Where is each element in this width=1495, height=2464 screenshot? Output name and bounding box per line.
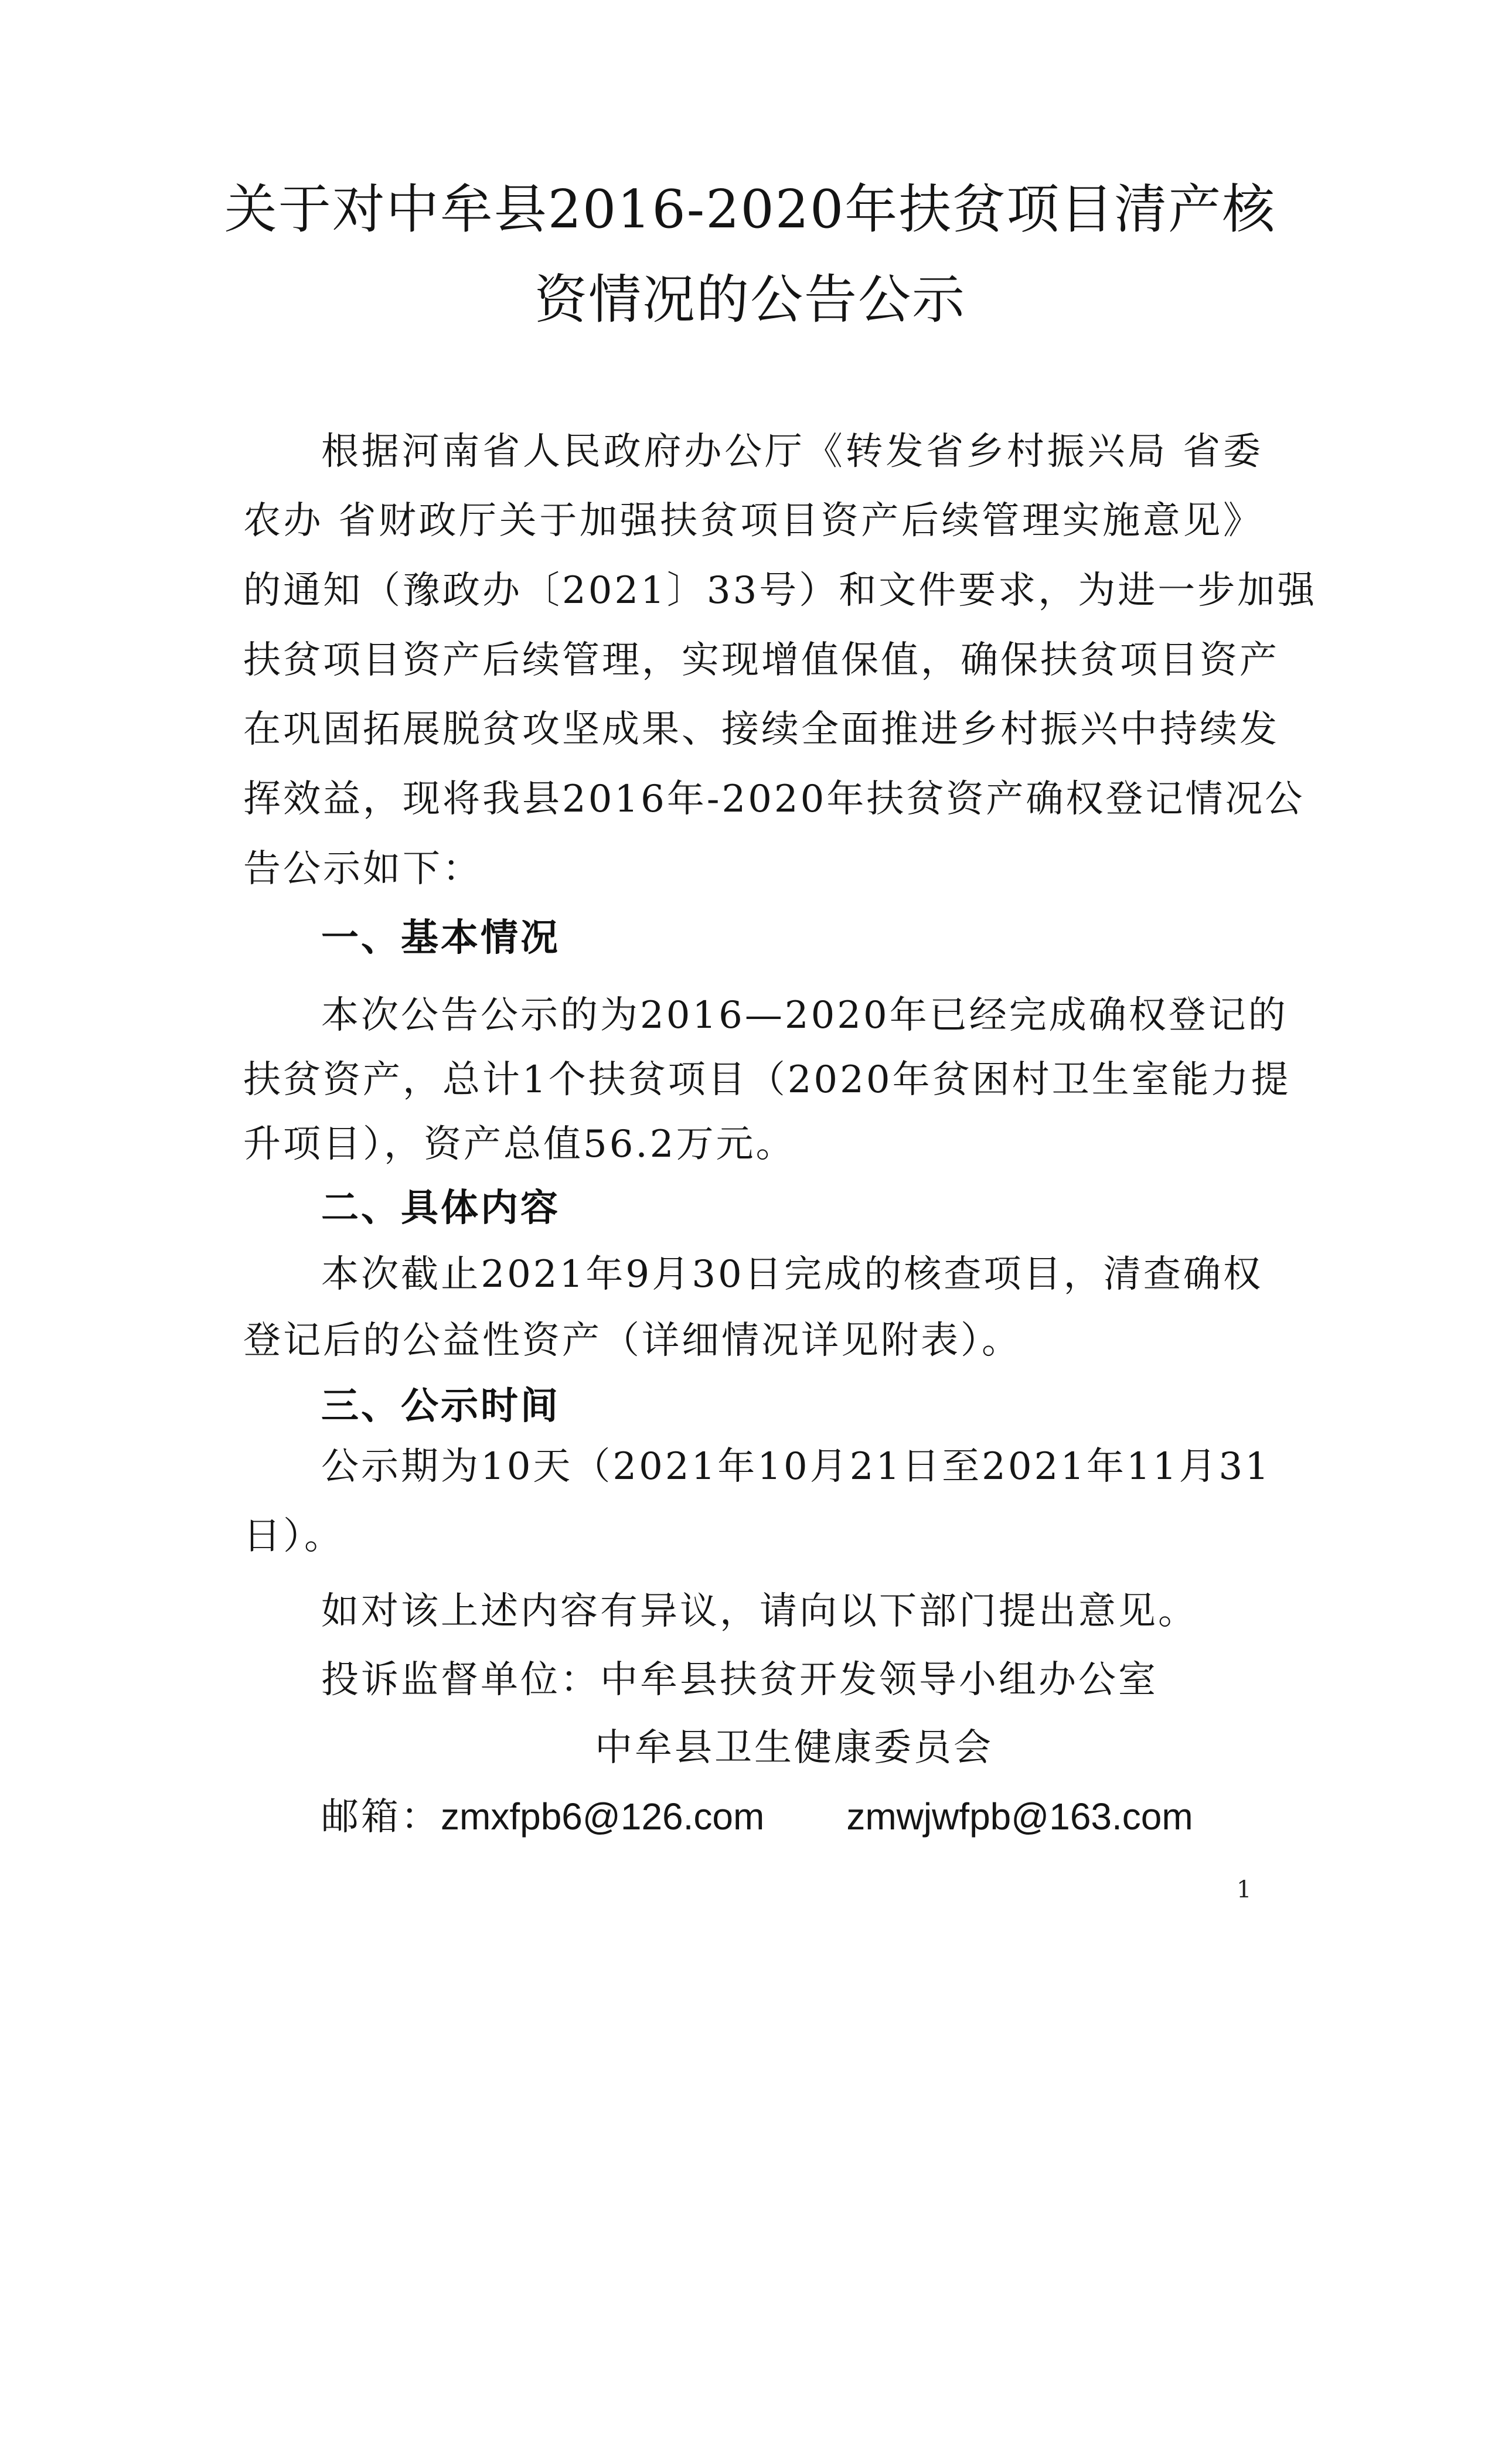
document-title-line-2: 资情况的公告公示	[534, 269, 966, 330]
section-line: 扶贫资产，总计1个扶贫项目（2020年贫困村卫生室能力提	[243, 1058, 1291, 1102]
email-address-1[interactable]: zmxfpb6@126.com	[441, 1795, 765, 1838]
intro-line: 告公示如下：	[243, 847, 482, 891]
section-line: 升项目），资产总值56.2万元。	[243, 1123, 796, 1166]
supervision-line	[321, 1654, 1263, 1706]
section-line: 日）。	[243, 1515, 344, 1558]
intro-line: 挥效益，现将我县2016年-2020年扶贫资产确权登记情况公	[243, 778, 1305, 821]
supervision-label: 投诉监督单位：	[321, 1658, 600, 1702]
intro-line: 的通知（豫政办〔2021〕33号）和文件要求，为进一步加强	[243, 569, 1317, 612]
document-title-line-1: 关于对中牟县2016-2020年扶贫项目清产核	[224, 179, 1276, 240]
email-line	[321, 1790, 1263, 1843]
intro-line: 农办 省财政厅关于加强扶贫项目资产后续管理实施意见》	[243, 499, 1263, 543]
intro-line: 根据河南省人民政府办公厅《转发省乡村振兴局 省委	[321, 430, 1263, 473]
section-line: 本次公告公示的为2016—2020年已经完成确权登记的	[321, 994, 1288, 1037]
section-line: 登记后的公益性资产（详细情况详见附表）。	[243, 1319, 1021, 1362]
objection-line: 如对该上述内容有异议，请向以下部门提出意见。	[321, 1590, 1198, 1633]
supervision-org-2: 中牟县卫生健康委员会	[595, 1726, 993, 1770]
intro-line: 扶贫项目资产后续管理，实现增值保值，确保扶贫项目资产	[243, 639, 1279, 682]
email-label: 邮箱：	[321, 1795, 441, 1839]
section-heading: 一、基本情况	[321, 916, 560, 960]
section-line: 公示期为10天（2021年10月21日至2021年11月31	[321, 1445, 1271, 1488]
section-line: 本次截止2021年9月30日完成的核查项目，清查确权	[321, 1253, 1263, 1296]
supervision-org-1: 中牟县扶贫开发领导小组办公室	[600, 1658, 1158, 1702]
intro-line: 在巩固拓展脱贫攻坚成果、接续全面推进乡村振兴中持续发	[243, 708, 1279, 751]
email-address-2[interactable]: zmwjwfpb@163.com	[846, 1795, 1193, 1838]
section-heading: 三、公示时间	[321, 1385, 560, 1428]
section-heading: 二、具体内容	[321, 1187, 560, 1230]
page-number: 1	[1237, 1876, 1252, 1903]
